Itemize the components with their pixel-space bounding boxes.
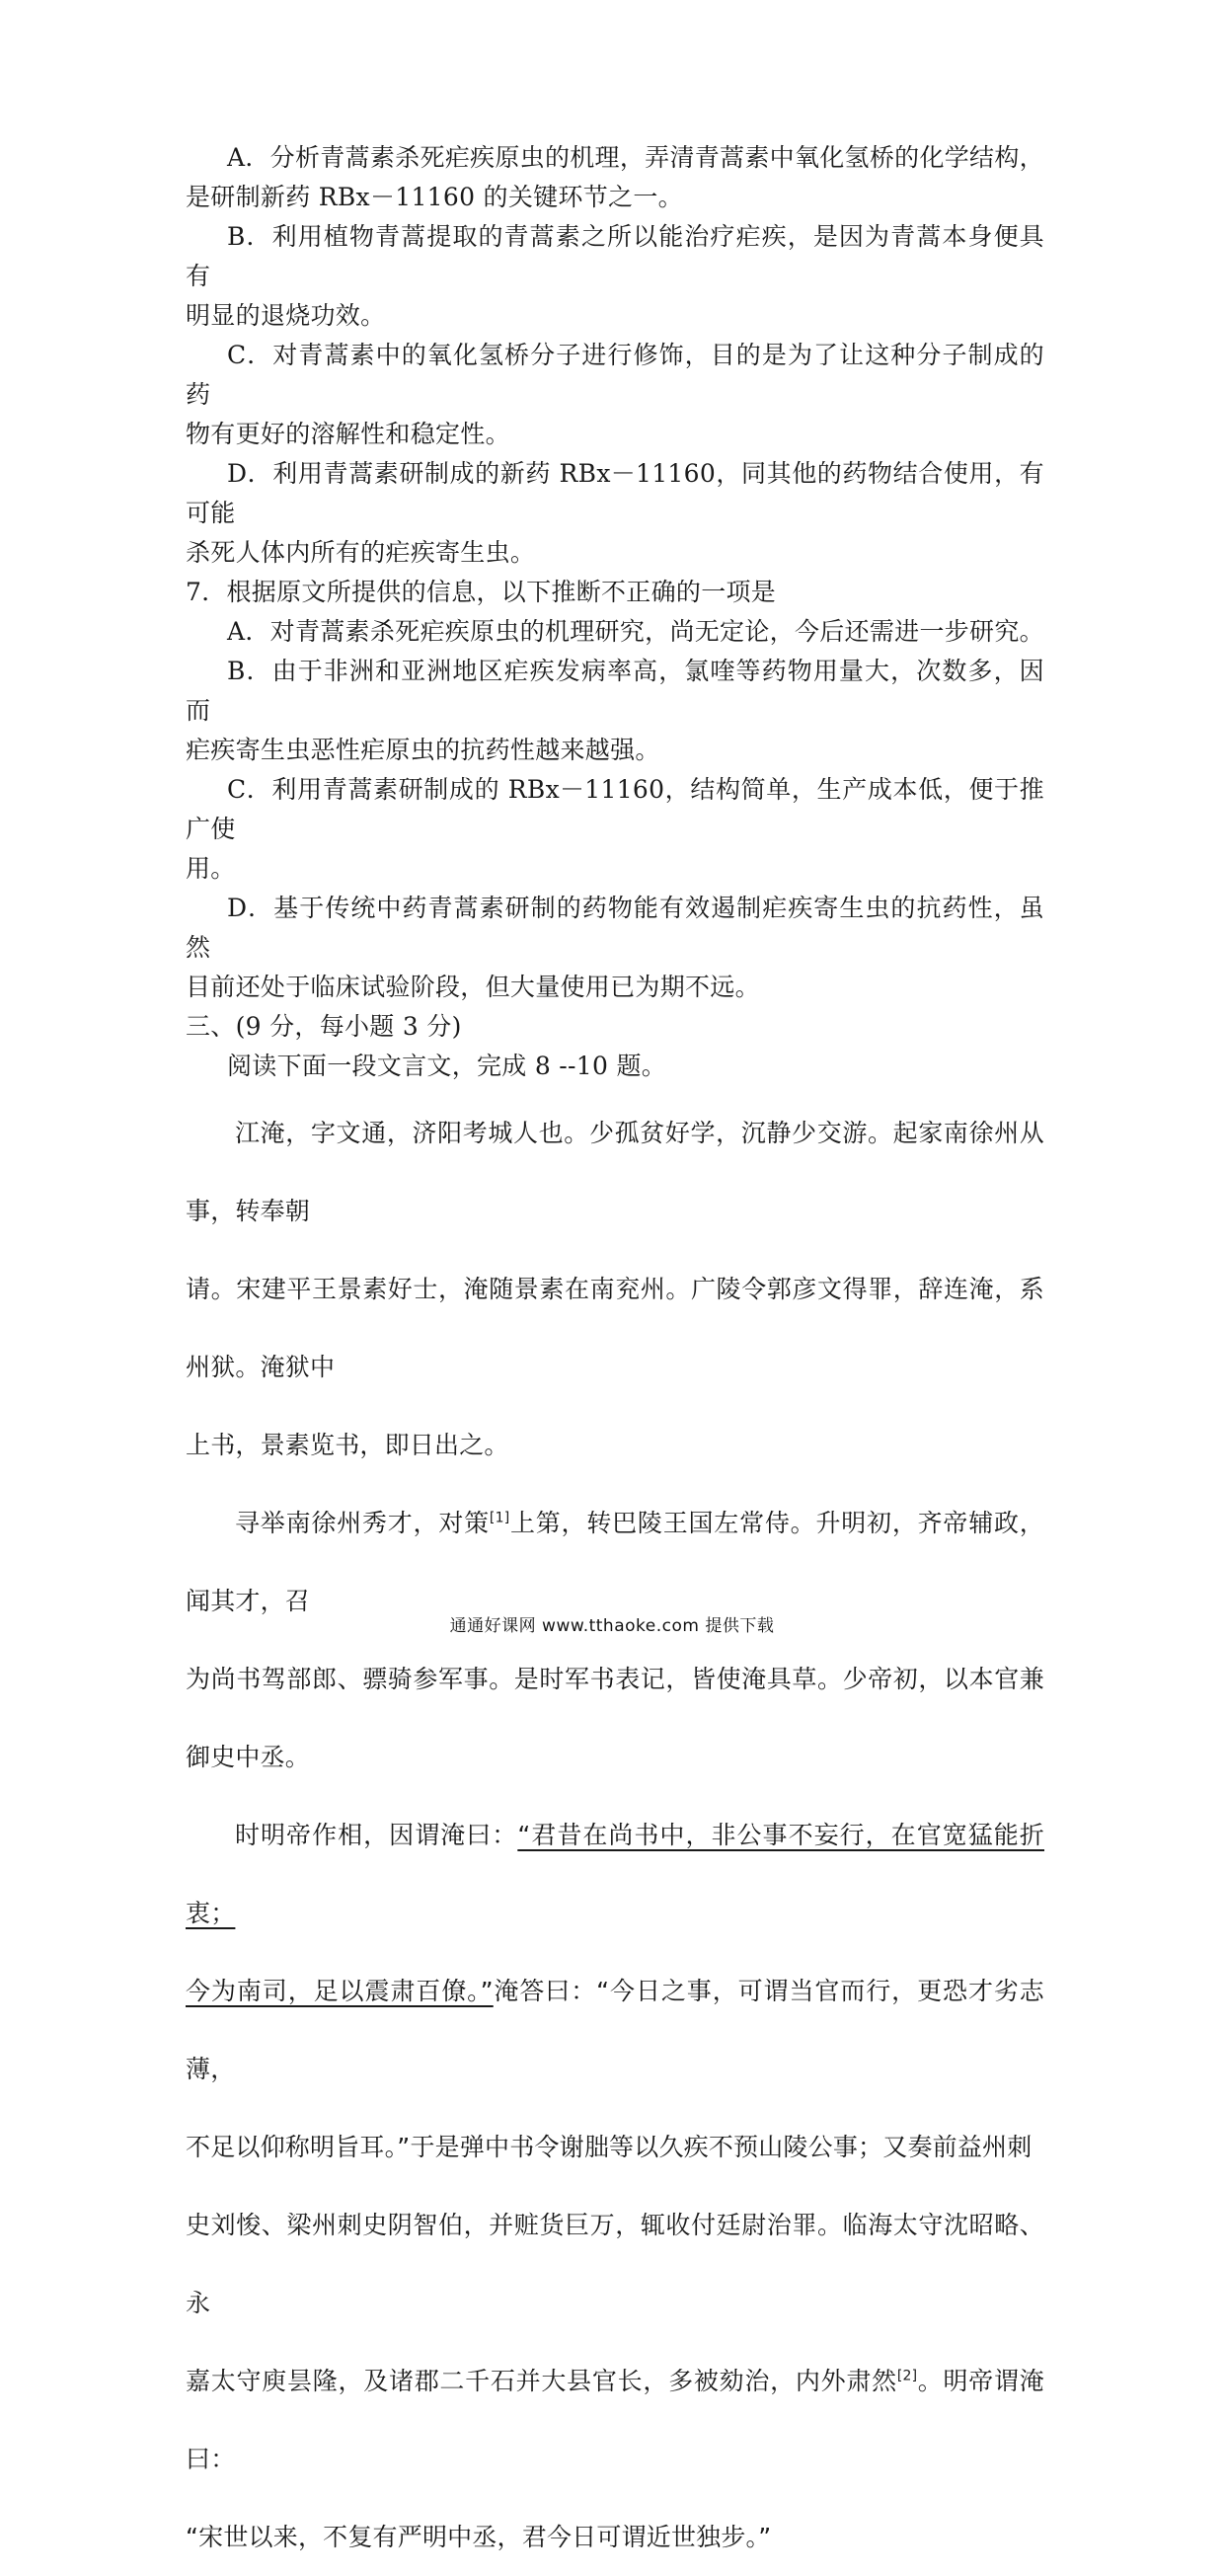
underlined-sentence: 今为南司，足以震肃百僚。”	[186, 1977, 494, 2005]
q7-option-b-cont: 疟疾寄生虫恶性疟原虫的抗药性越来越强。	[186, 736, 660, 764]
q6-option-b: B．利用植物青蒿提取的青蒿素之所以能治疗疟疾，是因为青蒿本身便具有	[186, 222, 1044, 290]
passage-line: “宋世以来，不复有严明中丞，君今日可谓近世独步。”	[186, 2523, 772, 2551]
passage-line: 不足以仰称明旨耳。”于是弹中书令谢朏等以久疾不预山陵公事；又奏前益州刺	[186, 2133, 1033, 2161]
q7-option-c: C．利用青蒿素研制成的 RBx－11160，结构简单，生产成本低，便于推广使	[186, 775, 1044, 843]
q7-option-a: A．对青蒿素杀死疟疾原虫的机理研究，尚无定论，今后还需进一步研究。	[227, 617, 1044, 646]
q6-options	[186, 138, 1044, 573]
q6-option-a: A．分析青蒿素杀死疟疾原虫的机理，弄清青蒿素中氧化氢桥的化学结构，	[227, 143, 1044, 172]
underlined-sentence: “君昔在尚书中，非公事不妄行，在官宽猛能折衷；	[186, 1821, 1045, 1927]
q6-option-c-cont: 物有更好的溶解性和稳定性。	[186, 420, 510, 448]
passage-line: 上书，景素览书，即日出之。	[186, 1431, 509, 1459]
q7-option-c-cont: 用。	[186, 854, 236, 883]
q7-option-d: D．基于传统中药青蒿素研制的药物能有效遏制疟疾寄生虫的抗药性，虽然	[186, 894, 1044, 962]
q6-option-d-cont: 杀死人体内所有的疟疾寄生虫。	[186, 538, 536, 567]
q6-option-c: C．对青蒿素中的氧化氢桥分子进行修饰，目的是为了让这种分子制成的药	[186, 341, 1044, 409]
q7-option-d-cont: 目前还处于临床试验阶段，但大量使用已为期不远。	[186, 973, 760, 1001]
classical-passage	[186, 1094, 1044, 2576]
q7	[186, 573, 1044, 1007]
passage-line: 为尚书驾部郎、骠骑参军事。是时军书表记，皆使淹具草。少帝初，以本官兼御史中丞。	[186, 1665, 1044, 1771]
section-3	[186, 1007, 1044, 1086]
passage-line: 江淹，字文通，济阳考城人也。少孤贫好学，沉静少交游。起家南徐州从事，转奉朝	[186, 1119, 1044, 1225]
passage-line: 寻举南徐州秀才，对策[1]上第，转巴陵王国左常侍。升明初，齐帝辅政，闻其才，召	[186, 1509, 1044, 1615]
q7-stem: 7．根据原文所提供的信息，以下推断不正确的一项是	[186, 578, 777, 606]
q6-option-b-cont: 明显的退烧功效。	[186, 301, 386, 330]
q6-option-a-cont: 是研制新药 RBx－11160 的关键环节之一。	[186, 183, 683, 211]
passage-line: 嘉太守庾昙隆，及诸郡二千石并大县官长，多被劾治，内外肃然[2]。明帝谓淹曰：	[186, 2367, 1044, 2473]
footnote-marker: [2]	[896, 2368, 918, 2384]
footnote-marker: [1]	[489, 1510, 510, 1526]
section-intro: 阅读下面一段文言文，完成 8 --10 题。	[227, 1052, 667, 1080]
q7-option-b: B．由于非洲和亚洲地区疟疾发病率高，氯喹等药物用量大，次数多，因而	[186, 657, 1044, 725]
section-heading: 三、(9 分，每小题 3 分)	[186, 1012, 462, 1041]
passage-line: 请。宋建平王景素好士，淹随景素在南兖州。广陵令郭彦文得罪，辞连淹，系州狱。淹狱中	[186, 1275, 1044, 1381]
passage-line: 时明帝作相，因谓淹曰：“君昔在尚书中，非公事不妄行，在官宽猛能折衷；	[186, 1821, 1045, 1927]
passage-line: 史刘悛、梁州刺史阴智伯，并赃货巨万，辄收付廷尉治罪。临海太守沈昭略、永	[186, 2211, 1044, 2317]
exam-page	[186, 138, 1044, 2576]
q6-option-d: D．利用青蒿素研制成的新药 RBx－11160，同其他的药物结合使用，有可能	[186, 459, 1044, 527]
page-footer: 通通好课网 www.tthaoke.com 提供下载	[449, 1616, 775, 1636]
passage-line: 今为南司，足以震肃百僚。”淹答曰：“今日之事，可谓当官而行，更恐才劣志薄，	[186, 1977, 1044, 2083]
